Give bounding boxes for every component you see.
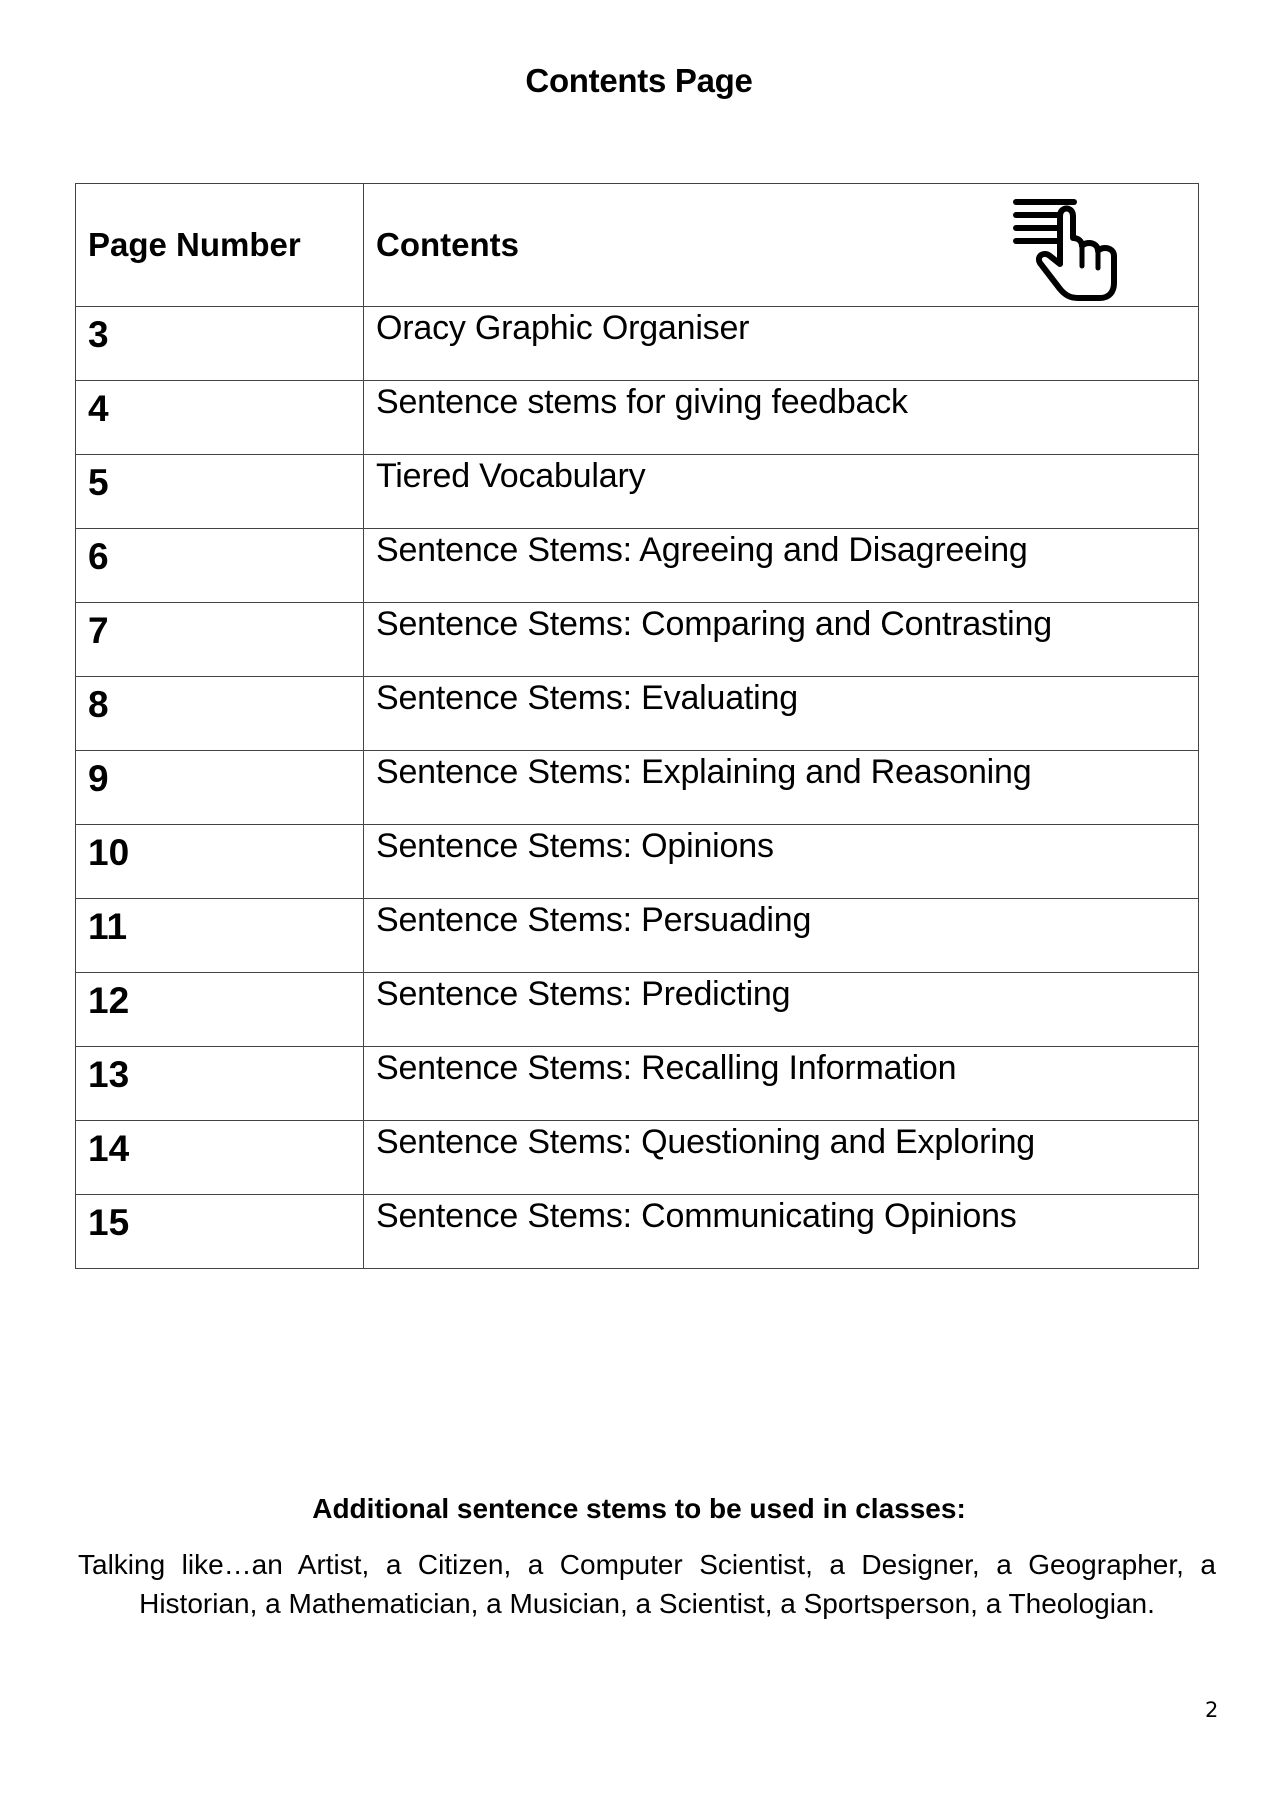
table-row — [76, 455, 1199, 529]
row-page-number: 12 — [76, 973, 364, 1047]
page-number: 2 — [1205, 1698, 1219, 1722]
row-contents: Sentence Stems: Recalling Information — [364, 1047, 1199, 1121]
row-contents: Sentence Stems: Agreeing and Disagreeing — [364, 529, 1199, 603]
row-contents: Sentence stems for giving feedback — [364, 381, 1199, 455]
table-row — [76, 825, 1199, 899]
hand-pointer-list-icon — [1008, 194, 1120, 306]
table-row — [76, 1121, 1199, 1195]
row-page-number: 10 — [76, 825, 364, 899]
table-row — [76, 973, 1199, 1047]
row-page-number: 6 — [76, 529, 364, 603]
row-page-number: 14 — [76, 1121, 364, 1195]
row-contents: Sentence Stems: Communicating Opinions — [364, 1195, 1199, 1269]
row-page-number: 11 — [76, 899, 364, 973]
row-contents: Tiered Vocabulary — [364, 455, 1199, 529]
table-row — [76, 899, 1199, 973]
row-page-number: 15 — [76, 1195, 364, 1269]
table-row — [76, 751, 1199, 825]
table-row — [76, 529, 1199, 603]
row-page-number: 3 — [76, 307, 364, 381]
header-contents-cell — [364, 184, 1199, 307]
row-page-number: 5 — [76, 455, 364, 529]
header-contents: Contents — [376, 226, 519, 263]
row-contents: Sentence Stems: Explaining and Reasoning — [364, 751, 1199, 825]
table-row — [76, 677, 1199, 751]
table-header-row — [76, 184, 1199, 307]
additional-heading: Additional sentence stems to be used in classes: — [312, 1493, 966, 1524]
row-contents: Sentence Stems: Persuading — [364, 899, 1199, 973]
row-contents: Sentence Stems: Questioning and Exploring — [364, 1121, 1199, 1195]
page-title: Contents Page — [525, 62, 753, 99]
row-page-number: 7 — [76, 603, 364, 677]
table-row — [76, 381, 1199, 455]
row-page-number: 4 — [76, 381, 364, 455]
row-contents: Sentence Stems: Comparing and Contrasting — [364, 603, 1199, 677]
table-row — [76, 307, 1199, 381]
header-page-number: Page Number — [76, 184, 364, 307]
additional-body: Talking like…an Artist, a Citizen, a Computer Scientist, a Designer, a Geographer, a Historian, a Mathematician, a Musician, a Scientist, a Sportsperson, a Theologian. — [78, 1549, 1216, 1619]
table-row — [76, 1195, 1199, 1269]
contents-table — [75, 183, 1199, 1269]
row-contents: Oracy Graphic Organiser — [364, 307, 1199, 381]
row-page-number: 9 — [76, 751, 364, 825]
row-page-number: 13 — [76, 1047, 364, 1121]
table-row — [76, 1047, 1199, 1121]
row-contents: Sentence Stems: Opinions — [364, 825, 1199, 899]
row-page-number: 8 — [76, 677, 364, 751]
table-row — [76, 603, 1199, 677]
row-contents: Sentence Stems: Evaluating — [364, 677, 1199, 751]
row-contents: Sentence Stems: Predicting — [364, 973, 1199, 1047]
